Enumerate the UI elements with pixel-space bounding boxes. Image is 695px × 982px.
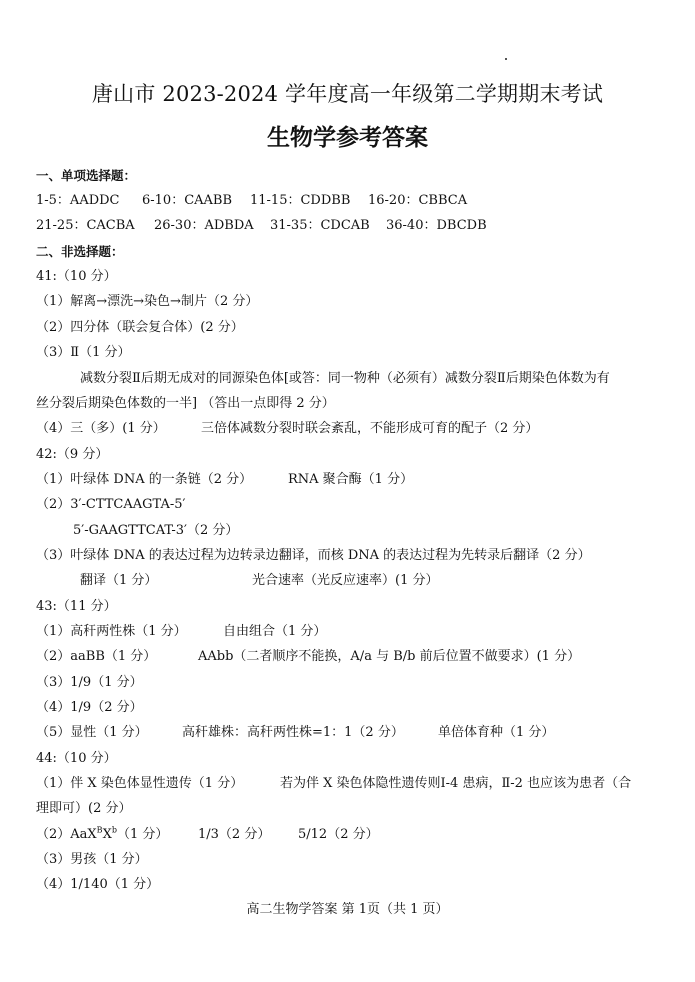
- q43-answer-2b: AAbb（二者顺序不能换，A/a 与 B/b 前后位置不做要求）(1 分）: [198, 649, 581, 664]
- mc-group: 6-10：CAABB: [142, 193, 233, 208]
- q44-answer-2b: 1/3（2 分）: [198, 827, 271, 842]
- genotype-prefix: （2）AaX: [36, 827, 97, 842]
- scan-dot: [505, 58, 507, 60]
- q41-answer-2: （2）四分体（联会复合体）(2 分）: [36, 320, 244, 335]
- answer-key-subtitle: 生物学参考答案: [267, 125, 428, 151]
- q44-answer-2: [36, 826, 379, 844]
- genotype-sup-b-lower: b: [111, 825, 117, 835]
- mc-group: 26-30：ADBDA: [154, 218, 254, 233]
- genotype-sup-b-upper: B: [96, 825, 103, 835]
- q42-answer-3c: 光合速率（光反应速率）(1 分）: [252, 573, 439, 588]
- q41-answer-3-explanation: 减数分裂Ⅱ后期无成对的同源染色体[或答：同一物种（必须有）减数分裂Ⅱ后期染色体数为有: [80, 371, 610, 386]
- section-heading-non-choice: 二、非选择题：: [36, 244, 124, 259]
- q42-answer-3: （3）叶绿体 DNA 的表达过程为边转录边翻译，而核 DNA 的表达过程为先转录后翻译（2 分）: [36, 548, 591, 563]
- q44-answer-4: （4）1/140（1 分）: [36, 877, 160, 892]
- exam-title: 唐山市 2023-2024 学年度高一年级第二学期期末考试: [91, 82, 604, 106]
- q41-answer-3-explanation-cont: 丝分裂后期染色体数的一半] （答出一点即得 2 分）: [36, 396, 335, 411]
- q43-answer-2a: （2）aaBB（1 分）: [36, 649, 157, 664]
- q42-answer-3-extra: [80, 572, 438, 590]
- mc-group: 16-20：CBBCA: [368, 193, 468, 208]
- q41-answer-1: （1）解离→漂洗→染色→制片（2 分）: [36, 294, 259, 309]
- page-footer: 高二生物学答案 第 1页（共 1 页）: [246, 902, 449, 917]
- q43-answer-5a: （5）显性（1 分）: [36, 725, 148, 740]
- q42-answer-1: [36, 471, 413, 489]
- q43-answer-4: （4）1/9（2 分）: [36, 700, 143, 715]
- question-43-heading: 43:（11 分）: [36, 599, 117, 614]
- q42-answer-2a: （2）3′-CTTCAAGTA-5′: [36, 497, 186, 512]
- q42-answer-2b: 5′-GAAGTTCAT-3′（2 分）: [73, 523, 239, 538]
- q42-answer-3b: 翻译（1 分）: [80, 573, 158, 588]
- mc-group: 11-15：CDDBB: [250, 193, 351, 208]
- genotype-score: （1 分）: [116, 827, 169, 842]
- mc-group: 36-40：DBCDB: [386, 218, 487, 233]
- q41-answer-4: [36, 420, 538, 438]
- question-41-heading: 41:（10 分）: [36, 269, 117, 284]
- q43-answer-1a: （1）高秆两性株（1 分）: [36, 624, 187, 639]
- q43-answer-2: [36, 648, 580, 666]
- q41-answer-3: （3）Ⅱ（1 分）: [36, 345, 131, 360]
- q43-answer-5b: 高秆雄株：高秆两性株=1：1（2 分）: [182, 725, 404, 740]
- q44-answer-2a: [36, 826, 198, 844]
- question-44-heading: 44:（10 分）: [36, 751, 117, 766]
- q44-answer-1b: 若为伴 X 染色体隐性遗传则Ⅰ-4 患病，Ⅱ-2 也应该为患者（合: [280, 776, 632, 791]
- q42-answer-1b: RNA 聚合酶（1 分）: [288, 472, 414, 487]
- mc-group: 31-35：CDCAB: [270, 218, 370, 233]
- mc-group: 21-25：CACBA: [36, 218, 135, 233]
- question-42-heading: 42:（9 分）: [36, 447, 109, 462]
- q44-answer-1-cont: 理即可）(2 分）: [36, 801, 132, 816]
- q43-answer-1b: 自由组合（1 分）: [223, 624, 327, 639]
- q44-answer-2c: 5/12（2 分）: [298, 827, 379, 842]
- mc-answers-row-2: [36, 217, 487, 235]
- q42-answer-1a: （1）叶绿体 DNA 的一条链（2 分）: [36, 472, 253, 487]
- q44-answer-3: （3）男孩（1 分）: [36, 852, 148, 867]
- q43-answer-5c: 单倍体育种（1 分）: [438, 725, 555, 740]
- q41-answer-4a: （4）三（多）(1 分）: [36, 421, 166, 436]
- q43-answer-3: （3）1/9（1 分）: [36, 675, 143, 690]
- q43-answer-1: [36, 623, 326, 641]
- mc-group: 1-5：AADDC: [36, 193, 120, 208]
- mc-answers-row-1: [36, 192, 467, 210]
- genotype-x: X: [102, 827, 112, 842]
- q44-answer-1: [36, 775, 631, 793]
- q44-answer-1a: （1）伴 X 染色体显性遗传（1 分）: [36, 776, 244, 791]
- section-heading-multiple-choice: 一、单项选择题：: [36, 168, 137, 183]
- q41-answer-4b: 三倍体减数分裂时联会紊乱，不能形成可育的配子（2 分）: [201, 421, 539, 436]
- q43-answer-5: [36, 724, 554, 742]
